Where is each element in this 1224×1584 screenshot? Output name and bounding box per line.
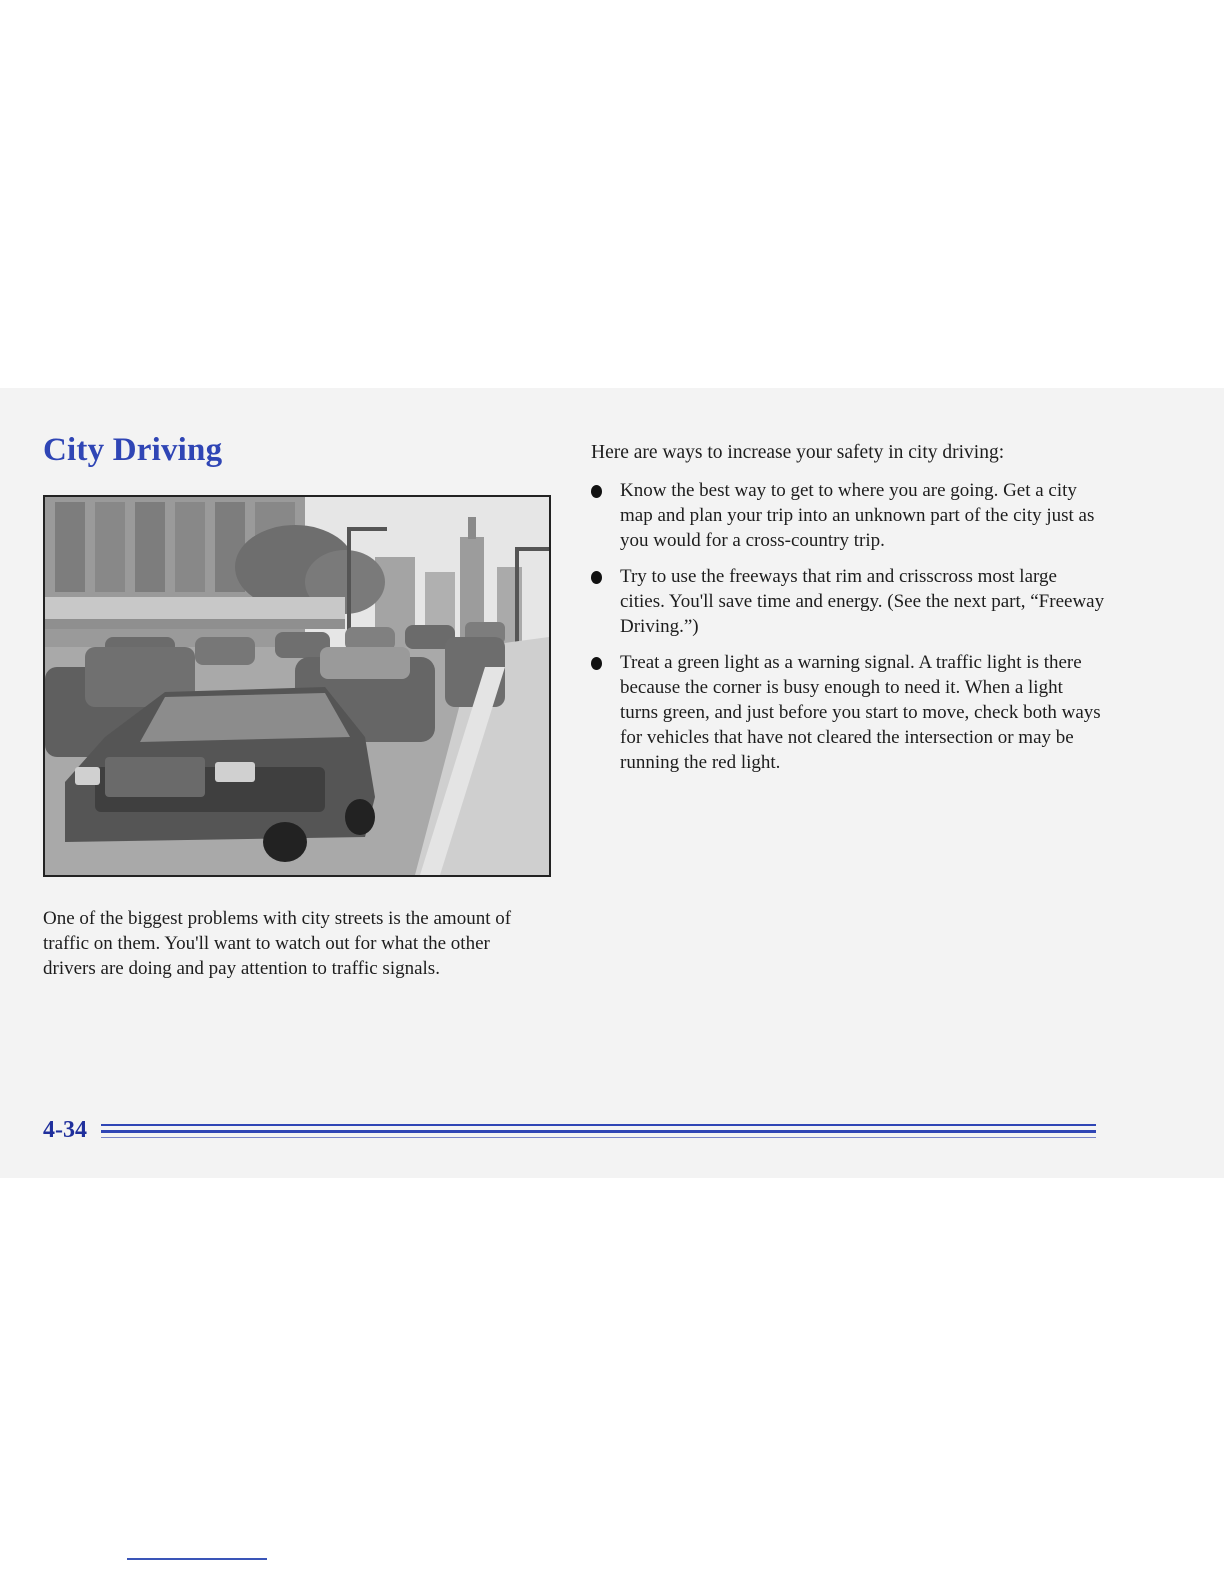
safety-intro: Here are ways to increase your safety in city driving: (591, 442, 1005, 463)
footer-rule (101, 1137, 1096, 1138)
list-item-text: Treat a green light as a warning signal. A traffic light is there because the corner is busy enough to need it. When a light turns green, and just before you start to move, check both ways for vehicles that have not cleared the intersection or may be running the red light. (620, 652, 1101, 773)
page-title: City Driving (43, 432, 223, 468)
list-item (590, 478, 1105, 553)
city-traffic-illustration (43, 495, 551, 877)
list-item (590, 650, 1105, 775)
bottom-divider (127, 1558, 267, 1560)
footer-rule (101, 1124, 1096, 1126)
page-number: 4-34 (43, 1117, 87, 1143)
bullet-icon (591, 571, 602, 584)
list-item-text: Try to use the freeways that rim and crisscross most large cities. You'll save time and energy. (See the next part, “Freeway Driving.”) (620, 566, 1105, 637)
bullet-icon (591, 485, 602, 498)
intro-paragraph: One of the biggest problems with city streets is the amount of traffic on them. You'll want to watch out for what the other drivers are doing and pay attention to traffic signals. (43, 908, 512, 979)
list-item (590, 564, 1105, 639)
safety-tips-list (590, 478, 1105, 786)
list-item-text: Know the best way to get to where you are going. Get a city map and plan your trip into an unknown part of the city just as you would for a cross-country trip. (620, 480, 1095, 551)
footer-rule (101, 1130, 1096, 1133)
bullet-icon (591, 657, 602, 670)
